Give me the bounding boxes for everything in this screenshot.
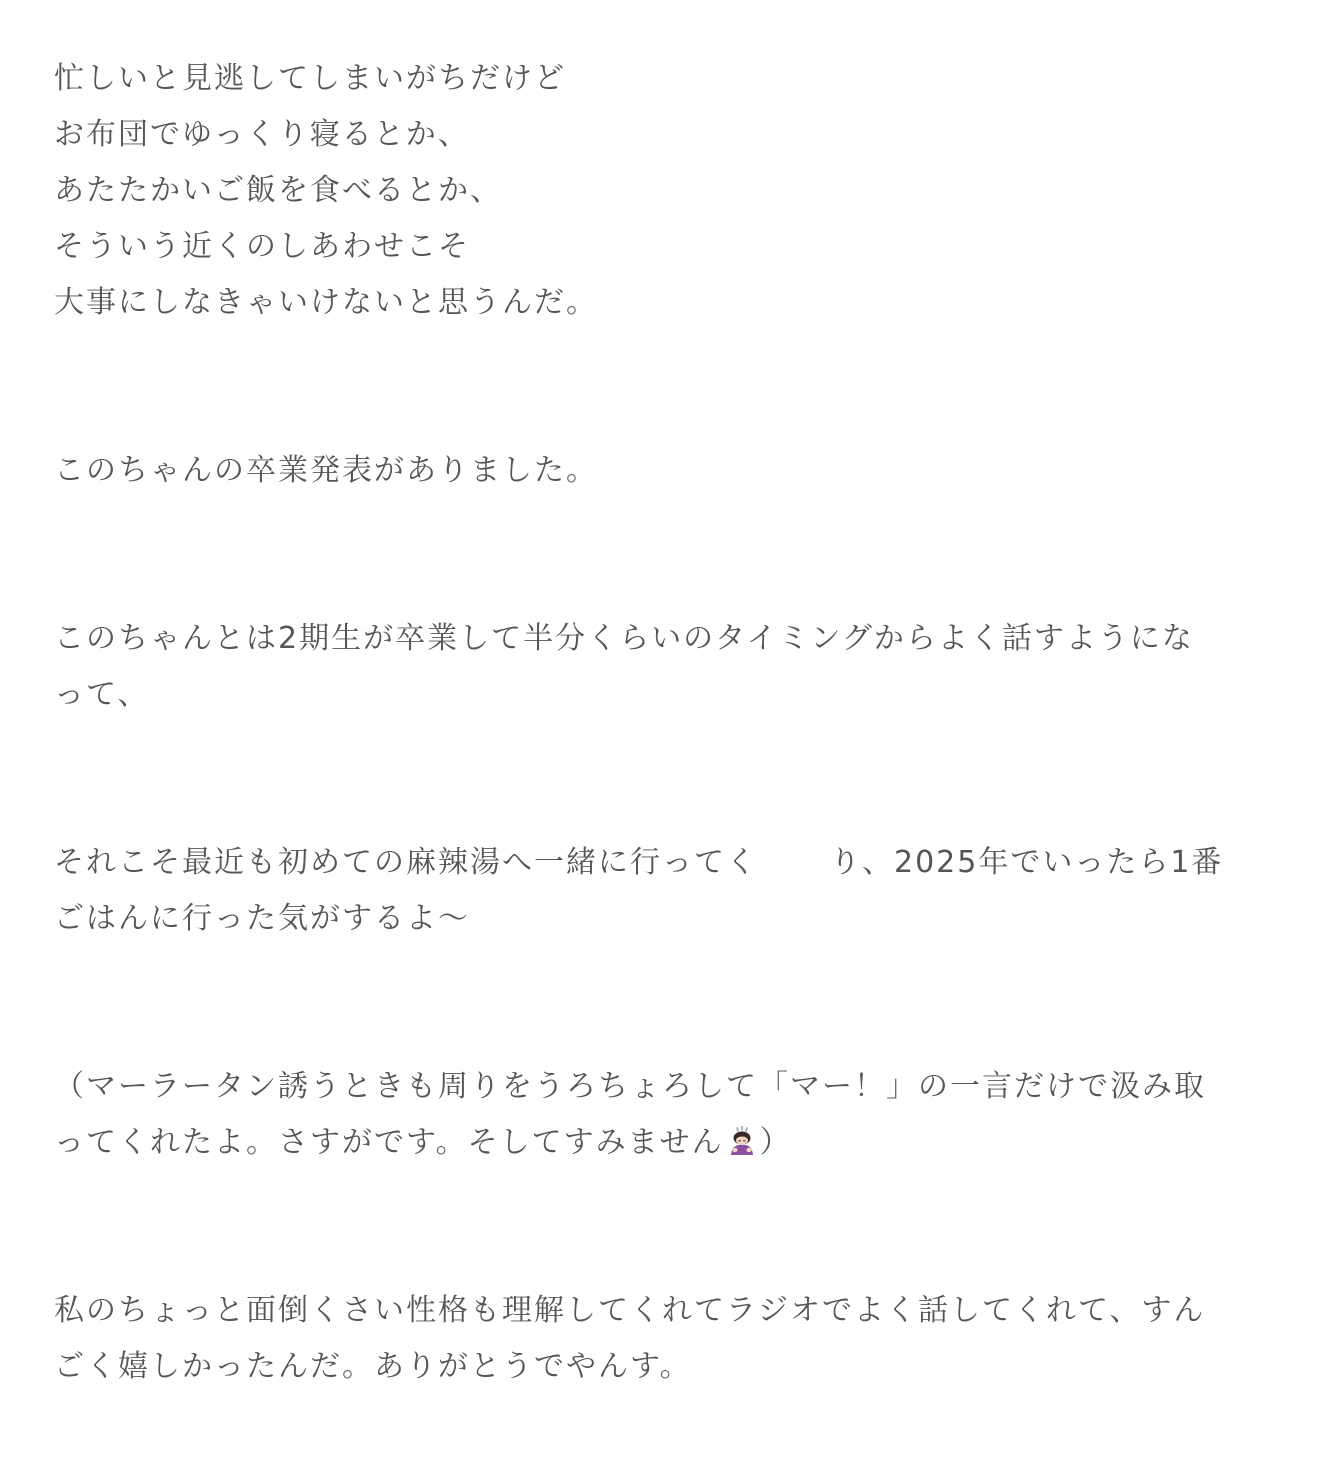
- text-line: って、: [54, 677, 150, 712]
- paragraph-2: [54, 443, 1278, 499]
- text-line: ごはんに行った気がするよ〜: [54, 901, 470, 936]
- text-line: [54, 835, 1278, 891]
- text-fragment: り、2025年でいったら1番: [830, 845, 1224, 880]
- text-line: このちゃんとは2期生が卒業して半分くらいのタイミングからよく話すようにな: [54, 621, 1194, 656]
- text-line: そういう近くのしあわせこそ: [54, 229, 470, 264]
- text-line: （マーラータン誘うときも周りをうろちょろして「マー！」の一言だけで汲み取: [54, 1069, 1206, 1104]
- spacer: [54, 723, 1278, 835]
- spacer: [54, 499, 1278, 611]
- paragraph-6: [54, 1283, 1278, 1395]
- text-line: ごく嬉しかったんだ。ありがとうでやんす。: [54, 1349, 692, 1384]
- text-fragment: ）: [759, 1125, 792, 1160]
- paragraph-1: [54, 51, 1278, 331]
- text-fragment: ってくれたよ。さすがです。そしてすみません: [54, 1125, 724, 1160]
- paragraph-3: [54, 611, 1278, 723]
- person-bowing-emoji-icon: [726, 1119, 758, 1151]
- text-line: [54, 1115, 1278, 1171]
- text-line: 大事にしなきゃいけないと思うんだ。: [54, 285, 598, 320]
- article-body: [54, 51, 1278, 1395]
- text-line: このちゃんの卒業発表がありました。: [54, 453, 598, 488]
- paragraph-5: [54, 1059, 1278, 1171]
- paragraph-4: [54, 835, 1278, 947]
- spacer: [54, 331, 1278, 443]
- text-line: 私のちょっと面倒くさい性格も理解してくれてラジオでよく話してくれて、すん: [54, 1293, 1206, 1328]
- spacer: [54, 1171, 1278, 1283]
- text-line: あたたかいご飯を食べるとか、: [54, 173, 502, 208]
- text-line: 忙しいと見逃してしまいがちだけど: [54, 61, 566, 96]
- spacer: [54, 947, 1278, 1059]
- text-fragment: それこそ最近も初めての麻辣湯へ一緒に行ってく: [54, 845, 758, 880]
- text-line: お布団でゆっくり寝るとか、: [54, 117, 470, 152]
